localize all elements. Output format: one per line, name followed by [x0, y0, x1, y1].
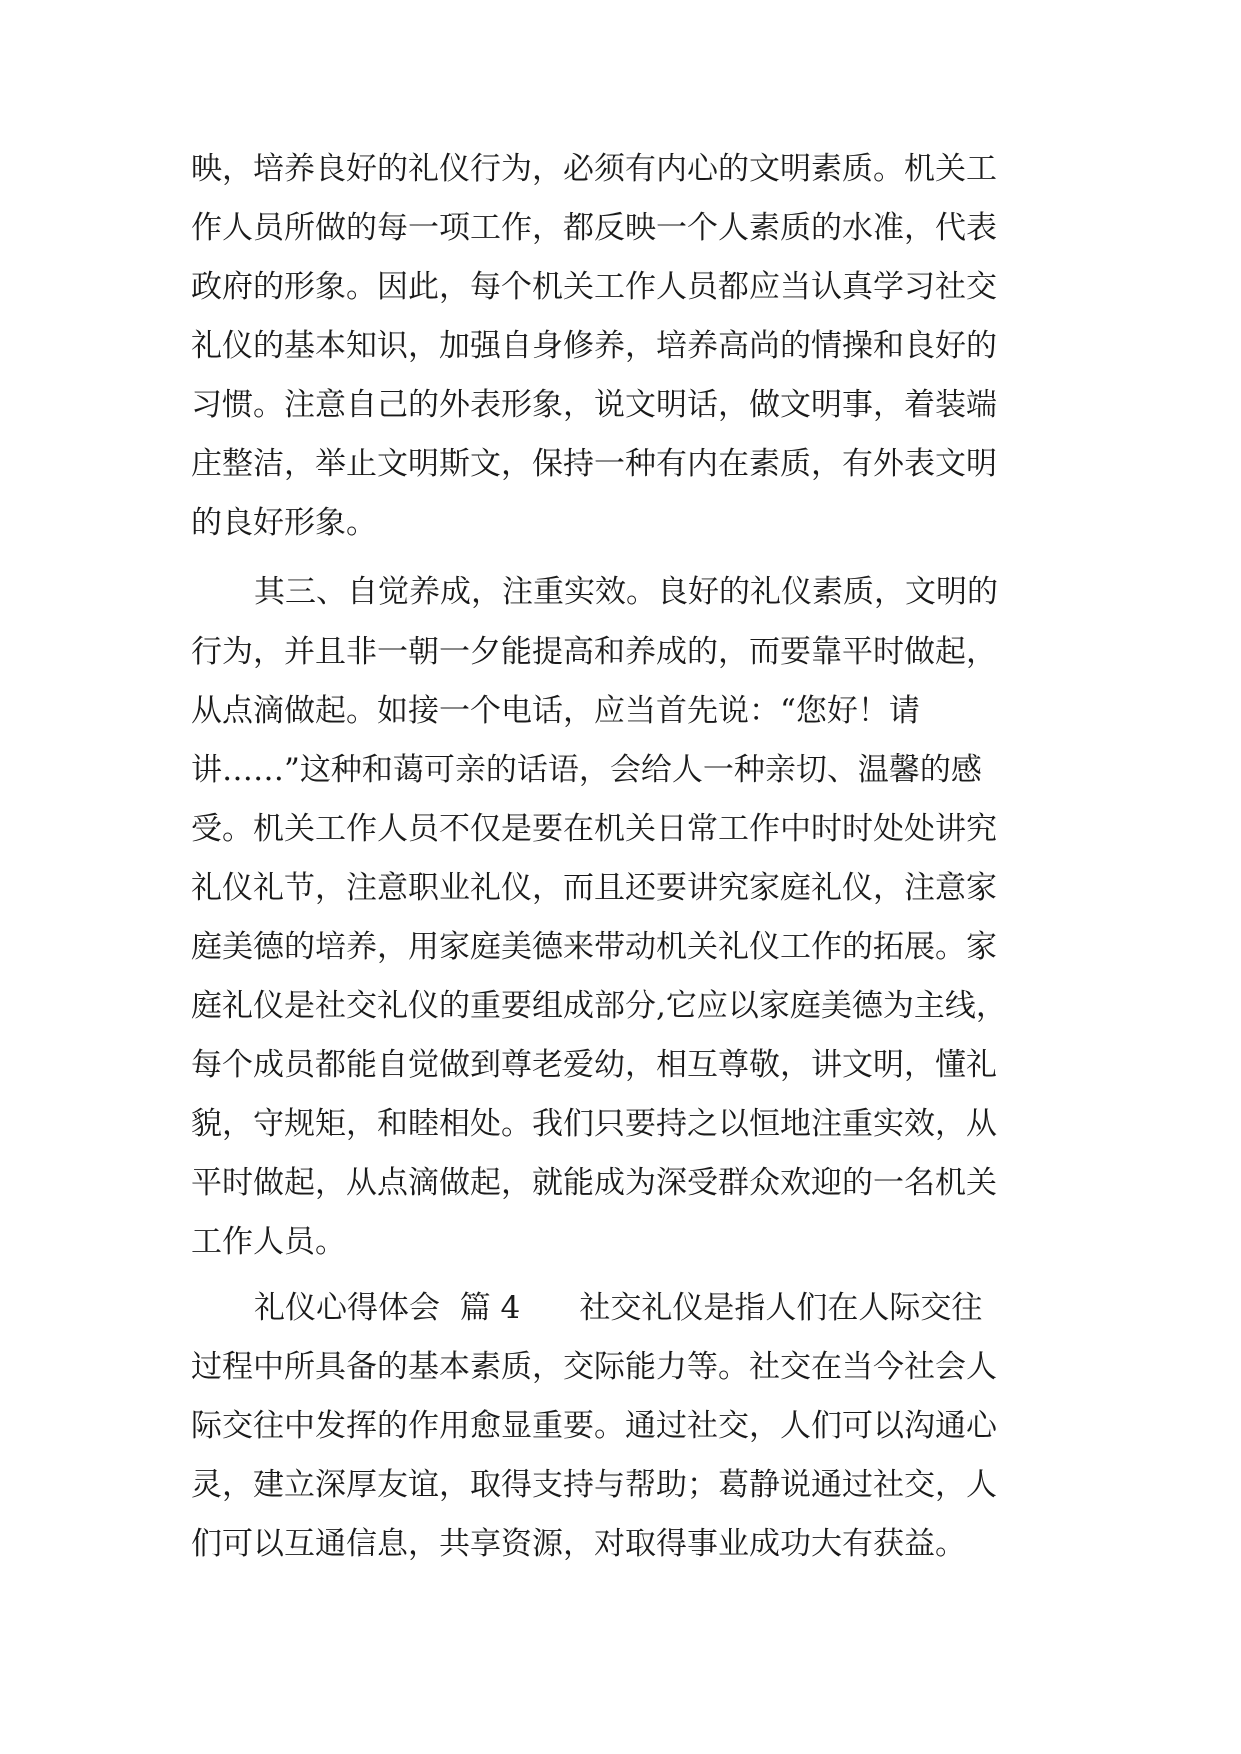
text-line: 礼仪礼节，注意职业礼仪，而且还要讲究家庭礼仪，注意家	[191, 870, 997, 906]
text-line: 平时做起，从点滴做起，就能成为深受群众欢迎的一名机关	[191, 1165, 997, 1201]
text-line: 习惯。注意自己的外表形象，说文明话，做文明事，着装端	[191, 387, 997, 423]
text-line: 礼仪的基本知识，加强自身修养，培养高尚的情操和良好的	[191, 328, 997, 364]
text-line: 政府的形象。因此，每个机关工作人员都应当认真学习社交	[191, 269, 997, 305]
text-line: 受。机关工作人员不仅是要在机关日常工作中时时处处讲究	[191, 811, 997, 847]
text-line: 灵，建立深厚友谊，取得支持与帮助；葛静说通过社交，人	[191, 1467, 997, 1503]
text-line: 讲……”这种和蔼可亲的话语，会给人一种亲切、温馨的感	[191, 752, 982, 788]
text-line: 过程中所具备的基本素质，交际能力等。社交在当今社会人	[191, 1349, 997, 1385]
text-line: 庄整洁，举止文明斯文，保持一种有内在素质，有外表文明	[191, 446, 997, 482]
text-line: 际交往中发挥的作用愈显重要。通过社交，人们可以沟通心	[191, 1408, 997, 1444]
text-line: 工作人员。	[191, 1224, 346, 1260]
text-line: 庭美德的培养，用家庭美德来带动机关礼仪工作的拓展。家	[191, 929, 997, 965]
section-heading-line: 礼仪心得体会 篇 4 社交礼仪是指人们在人际交往	[254, 1290, 983, 1326]
text-line: 行为，并且非一朝一夕能提高和养成的，而要靠平时做起，	[191, 634, 997, 670]
text-line: 从点滴做起。如接一个电话，应当首先说：“您好！请	[191, 693, 920, 729]
text-line: 们可以互通信息，共享资源，对取得事业成功大有获益。	[191, 1526, 966, 1562]
text-line: 映，培养良好的礼仪行为，必须有内心的文明素质。机关工	[191, 151, 997, 187]
text-line: 每个成员都能自觉做到尊老爱幼，相互尊敬，讲文明，懂礼	[191, 1047, 997, 1083]
text-line: 庭礼仪是社交礼仪的重要组成部分,它应以家庭美德为主线，	[191, 988, 1007, 1024]
text-line: 貌，守规矩，和睦相处。我们只要持之以恒地注重实效，从	[191, 1106, 997, 1142]
text-line: 的良好形象。	[191, 505, 377, 541]
paragraph-first-line: 其三、自觉养成，注重实效。良好的礼仪素质，文明的	[254, 574, 998, 610]
text-line: 作人员所做的每一项工作，都反映一个人素质的水准，代表	[191, 210, 997, 246]
